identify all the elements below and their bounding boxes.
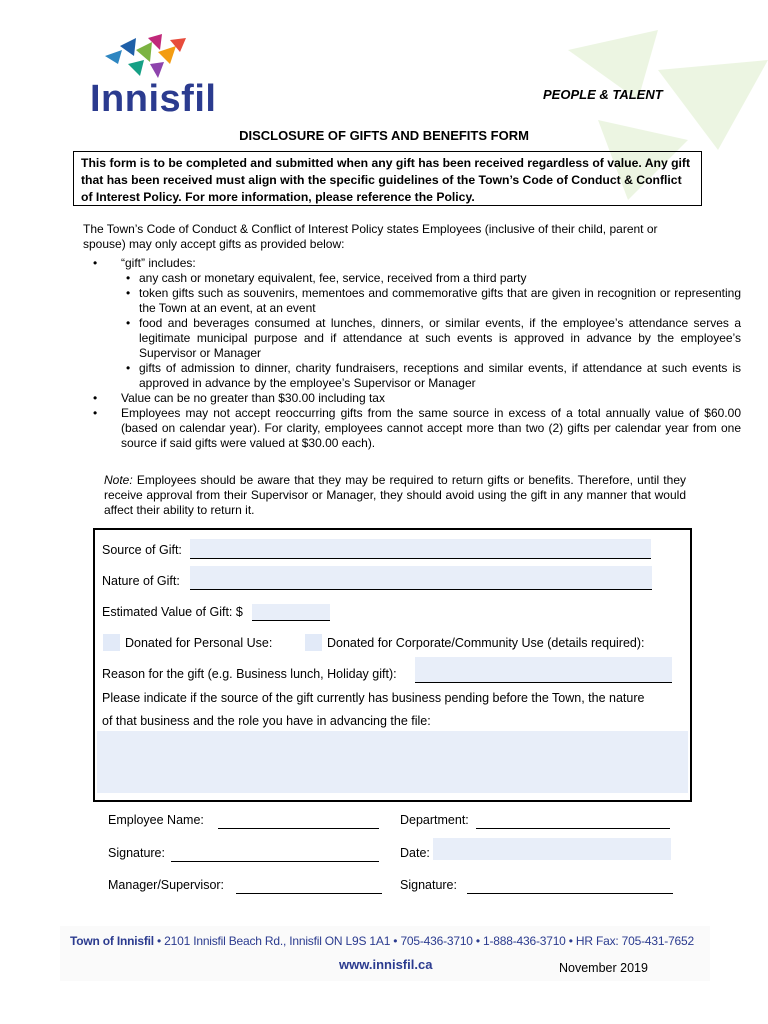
pending-label-line2: of that business and the role you have in advancing the file: — [102, 714, 431, 728]
value-label: Estimated Value of Gift: $ — [102, 605, 243, 619]
footer-website[interactable]: www.innisfil.ca — [339, 957, 433, 972]
list-item — [121, 256, 741, 391]
department-label: PEOPLE & TALENT — [543, 87, 663, 102]
date-label: Date: — [400, 846, 430, 860]
corporate-use-label: Donated for Corporate/Community Use (details required): — [327, 636, 645, 650]
footer-town: Town of Innisfil — [70, 934, 154, 948]
source-input[interactable] — [190, 539, 651, 559]
reason-label: Reason for the gift (e.g. Business lunch, Holiday gift): — [102, 667, 397, 681]
pending-business-textarea[interactable] — [97, 731, 688, 793]
note-paragraph — [104, 473, 686, 518]
note-text: Employees should be aware that they may be required to return gifts or benefits. Therefore, until they receive approval from their Supervisor or Manager, they should avoid using the gift in any manner that would affect their ability to return it. — [104, 473, 686, 517]
footer-date: November 2019 — [559, 961, 648, 975]
policy-list — [83, 256, 741, 451]
note-label: Note: — [104, 473, 133, 487]
nature-label: Nature of Gift: — [102, 574, 180, 588]
employee-signature-input[interactable] — [171, 848, 379, 862]
form-title: DISCLOSURE OF GIFTS AND BENEFITS FORM — [239, 128, 529, 143]
nature-input[interactable] — [190, 566, 652, 590]
footer-address — [70, 934, 694, 948]
footer-contact: • 2101 Innisfil Beach Rd., Innisfil ON L9S 1A1 • 705-436-3710 • 1-888-436-3710 • HR Fax: 705-431-7652 — [153, 934, 694, 948]
innisfil-logo-icon — [100, 34, 190, 82]
list-item: • token gifts such as souvenirs, mementoes and commemorative gifts that are given in recognition or representing the Town at an event, at an event — [139, 286, 741, 316]
manager-input[interactable] — [236, 880, 382, 894]
personal-use-label: Donated for Personal Use: — [125, 636, 273, 650]
list-item: • Employees may not accept reoccurring gifts from the same source in excess of a total annually value of $60.00 (based on calendar year). For clarity, employees cannot accept more than two (2) gifts per calendar year from one source if said gifts were valued at $30.00 each). — [121, 406, 741, 451]
list-item: • any cash or monetary equivalent, fee, service, received from a third party — [139, 271, 741, 286]
manager-label: Manager/Supervisor: — [108, 878, 225, 892]
list-item: • food and beverages consumed at lunches, dinners, or similar events, if the employee’s attendance serves a legitimate municipal purpose and if attendance at such events is approved in advance by the employee’s Supervisor or Manager — [139, 316, 741, 361]
policy-intro: The Town’s Code of Conduct & Conflict of Interest Policy states Employees (inclusive of their child, parent or spouse) may only accept gifts as provided below: — [83, 222, 658, 251]
personal-use-checkbox[interactable] — [103, 634, 120, 651]
manager-signature-input[interactable] — [467, 880, 673, 894]
department-input[interactable] — [476, 815, 670, 829]
logo-wordmark: Innisfil — [90, 78, 217, 120]
gift-includes-label: “gift” includes: — [121, 256, 196, 270]
signature-label: Signature: — [108, 846, 165, 860]
notice-box: This form is to be completed and submitted when any gift has been received regardless of value. Any gift that has been received must align with the specific guidelines of the Town’s Code of Conduct & Conflict of Interest Policy. For more information, please reference the Policy. — [73, 151, 702, 206]
gift-sublist — [121, 271, 741, 391]
list-item: • gifts of admission to dinner, charity fundraisers, receptions and similar events, if attendance at such events is approved in advance by the employee’s Supervisor or Manager — [139, 361, 741, 391]
source-label: Source of Gift: — [102, 543, 182, 557]
value-input[interactable] — [252, 604, 330, 621]
department-field-label: Department: — [400, 813, 469, 827]
list-item: • Value can be no greater than $30.00 including tax — [121, 391, 741, 406]
employee-name-input[interactable] — [218, 815, 379, 829]
date-input[interactable] — [433, 838, 671, 860]
corporate-use-checkbox[interactable] — [305, 634, 322, 651]
pending-label-line1: Please indicate if the source of the gift currently has business pending before the Town, the nature — [102, 691, 645, 705]
employee-name-label: Employee Name: — [108, 813, 204, 827]
reason-input[interactable] — [415, 657, 672, 683]
manager-signature-label: Signature: — [400, 878, 457, 892]
